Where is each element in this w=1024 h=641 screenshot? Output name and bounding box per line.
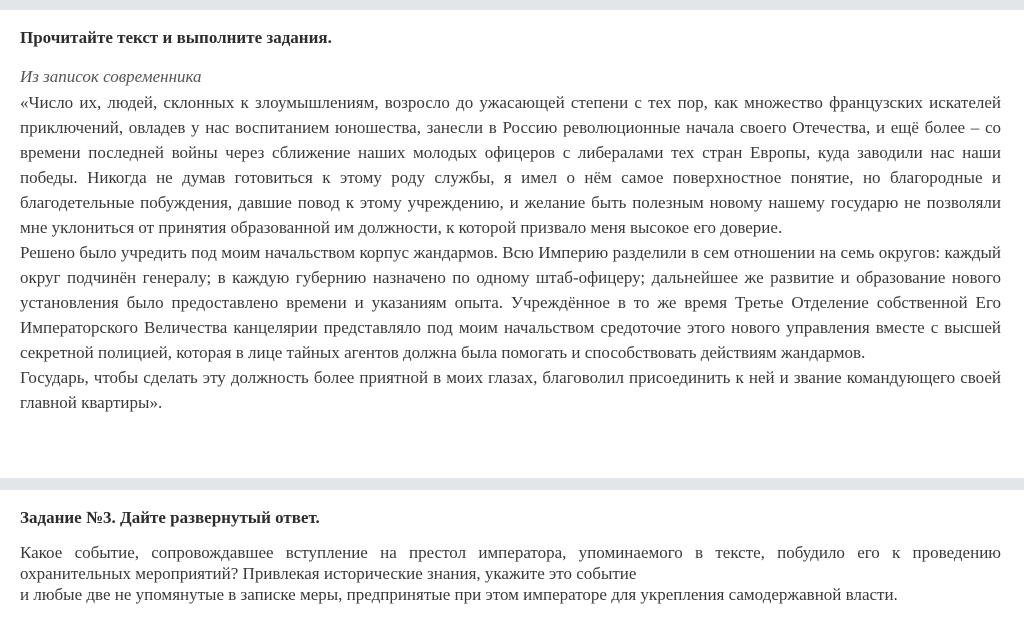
excerpt-paragraph-1: «Число их, людей, склонных к злоумышлениям, возросло до ужасающей степени с тех пор, как множество французских искателей приключений, овладев у нас воспитанием юношества, занесли в Россию революционные начала своего Отечества, и ещё более – со времени последней войны через сближение наших молодых офицеров с либералами тех стран Европы, куда заводили нас наши победы. Никогда не думав готовиться к этому роду службы, я имел о нём самое поверхностное понятие, но благородные и благодетельные побуждения, давшие повод к этому учреждению, и желание быть полезным новому нашему государю не позволяли мне уклониться от принятия образованной им должности, к которой призвало меня высокое его доверие. bbox=[20, 93, 1001, 237]
reading-instruction: Прочитайте текст и выполните задания. bbox=[20, 28, 332, 47]
reading-panel bbox=[0, 10, 1024, 478]
task-question bbox=[20, 542, 1001, 605]
excerpt-paragraph-3: Государь, чтобы сделать эту должность более приятной в моих глазах, благоволил присоединить к ней и звание командующего своей главной квартиры». bbox=[20, 368, 1001, 412]
excerpt-text bbox=[20, 90, 1001, 415]
source-caption: Из записок современника bbox=[20, 67, 202, 86]
task-question-line-1: Какое событие, сопровождавшее вступление на престол императора, упоминаемого в тексте, побудило его к проведению охранительных мероприятий? Привлекая исторические знания, укажите это событие bbox=[20, 543, 1001, 583]
task-question-line-2: и любые две не упомянутые в записке меры, предпринятые при этом императоре для укрепления самодержавной власти. bbox=[20, 585, 898, 604]
task-title: Задание №3. Дайте развернутый ответ. bbox=[20, 508, 320, 527]
excerpt-paragraph-2: Решено было учредить под моим начальством корпус жандармов. Всю Империю разделили в сем отношении на семь округов: каждый округ подчинён генералу; в каждую губернию назначено по одному штаб-офицеру; дальнейшее же развитие и образование нового установления было предоставлено времени и указаниям опыта. Учреждённое в то же время Третье Отделение собственной Его Императорского Величества канцелярии представляло под моим начальством средоточие этого нового управления вместе с высшей секретной полицией, которая в лице тайных агентов должна была помогать и способствовать действиям жандармов. bbox=[20, 243, 1001, 362]
task-panel bbox=[0, 490, 1024, 641]
